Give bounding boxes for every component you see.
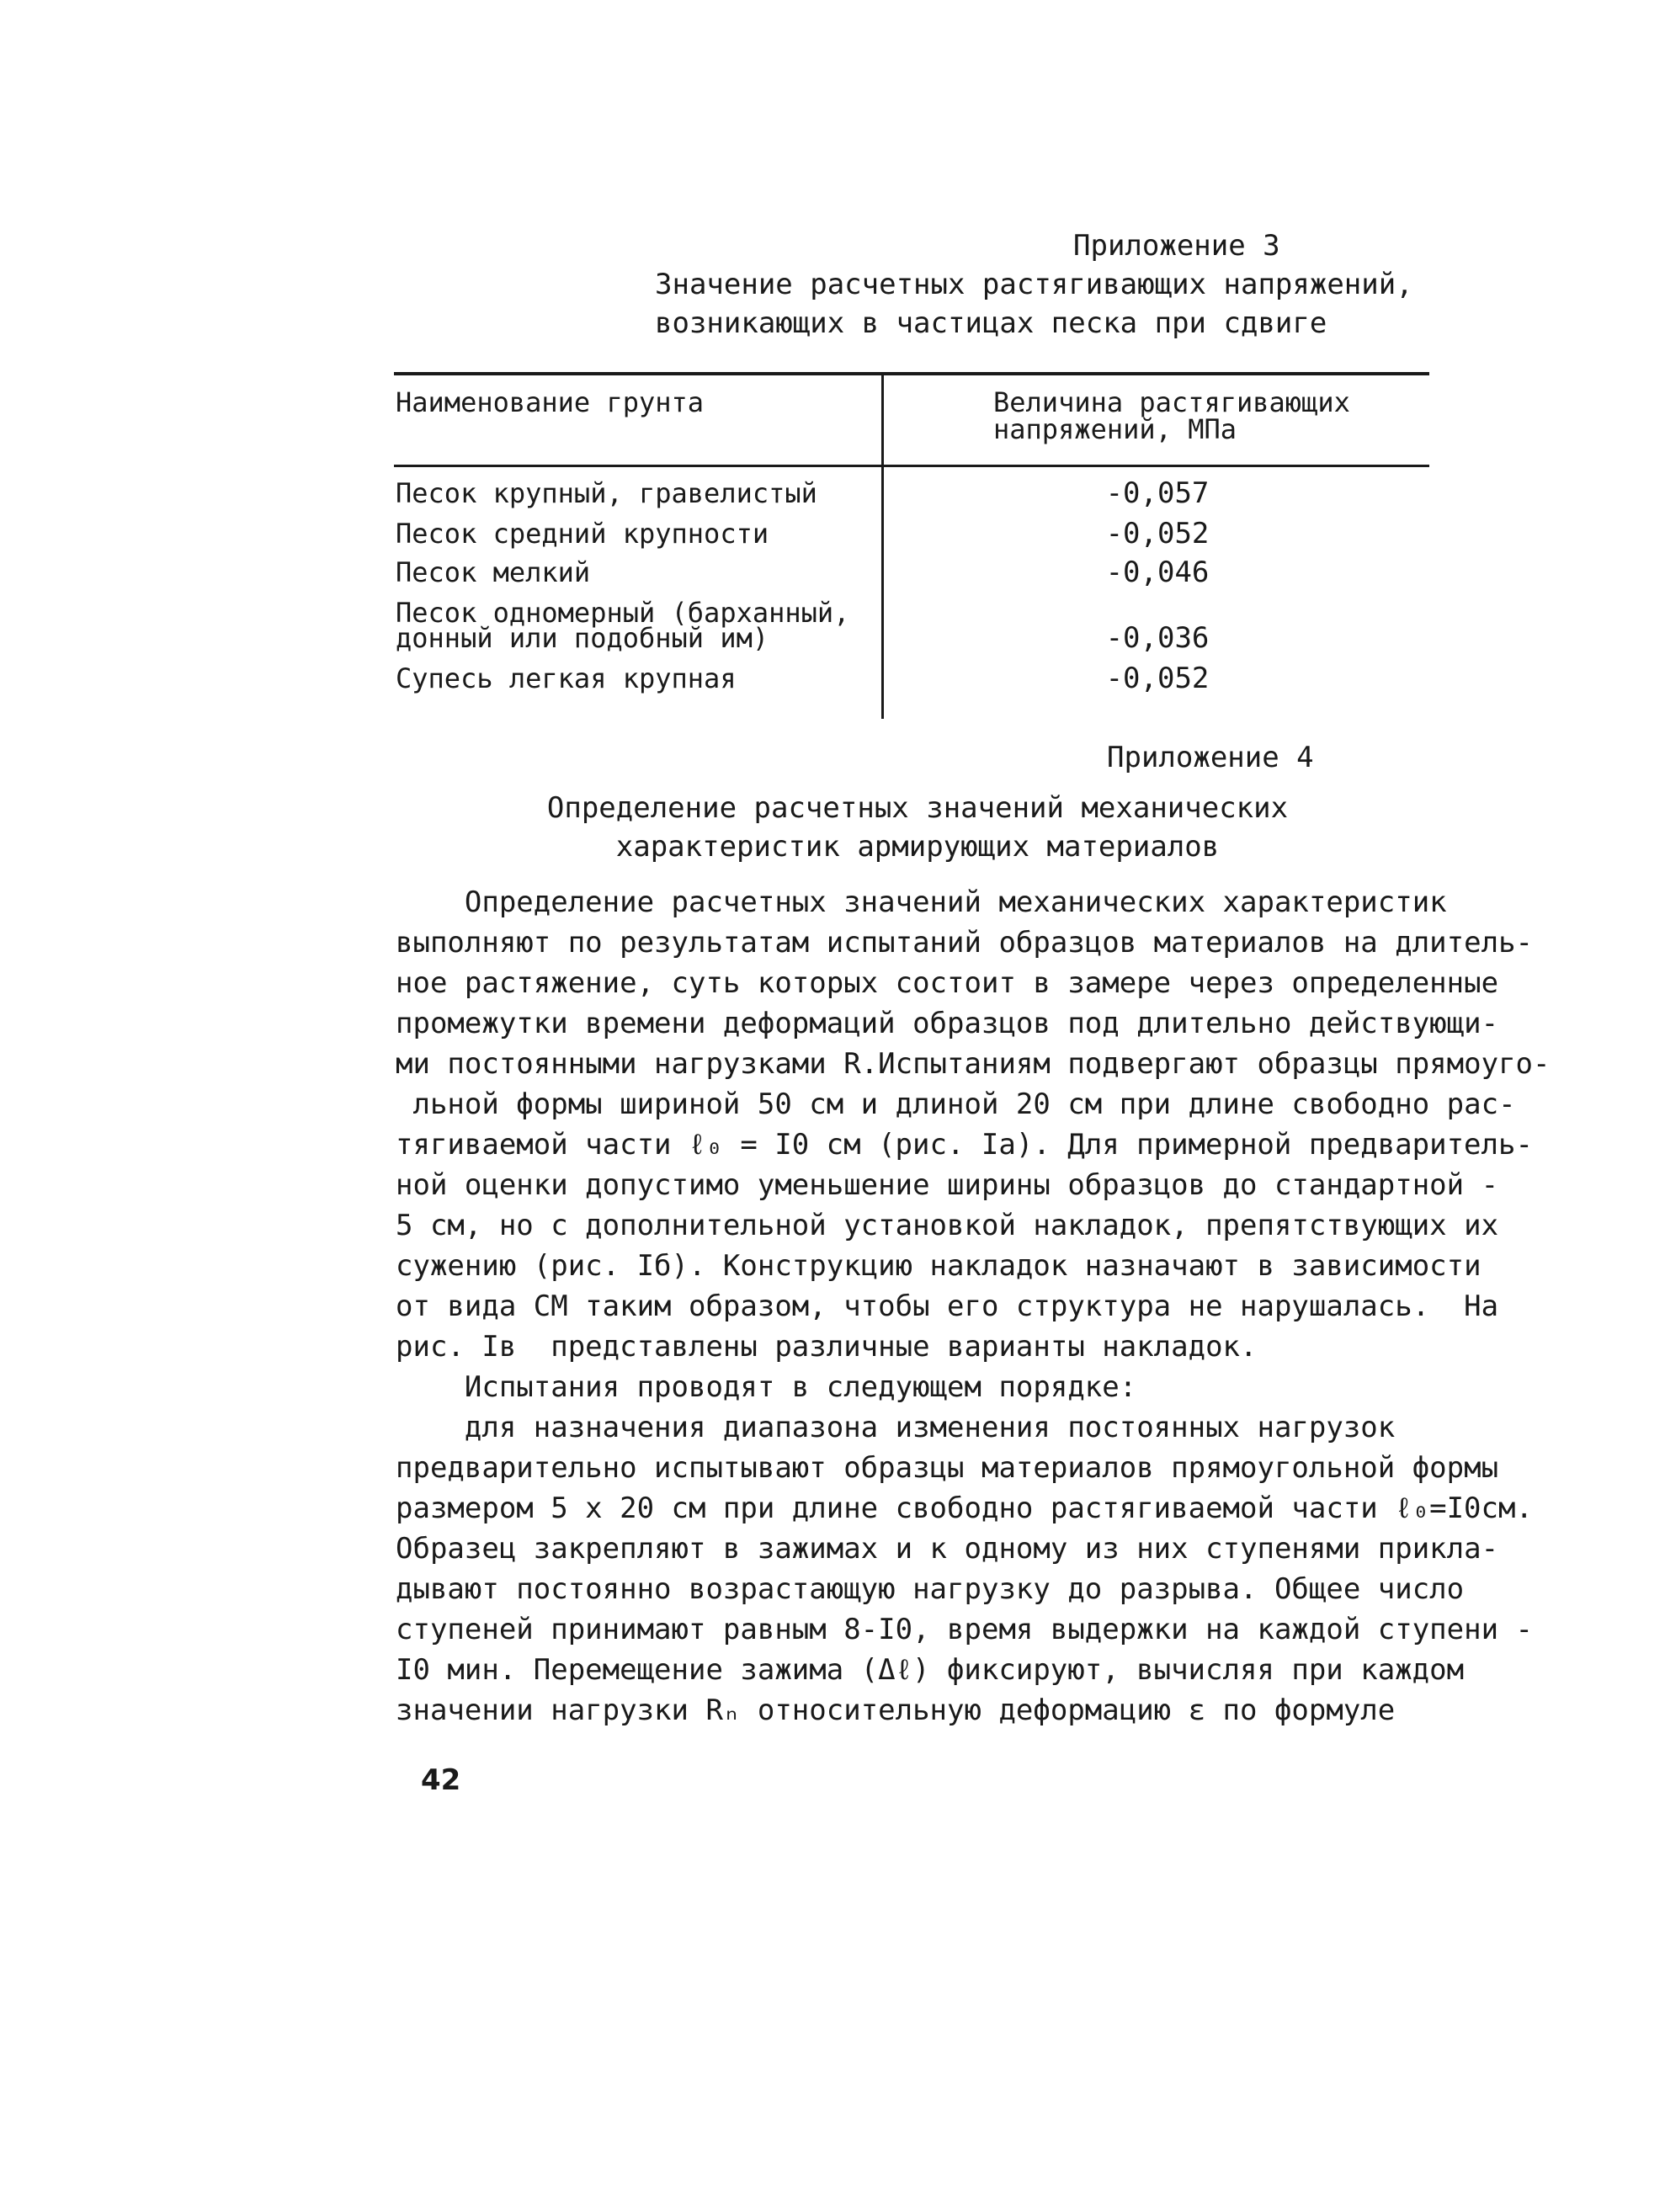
appendix3-label: Приложение 3: [1073, 229, 1280, 263]
body-line: размером 5 х 20 см при длине свободно растягиваемой части ℓ₀=I0см.: [396, 1492, 1533, 1525]
table-row-name: Песок крупный, гравелистый: [396, 477, 817, 509]
table-row-name-cont: донный или подобный им): [396, 622, 769, 654]
body-line: дывают постоянно возрастающую нагрузку до разрыва. Общее число: [396, 1572, 1465, 1606]
body-line: I0 мин. Перемещение зажима (Δℓ) фиксируют, вычисляя при каждом: [396, 1653, 1465, 1687]
table-column-divider: [881, 375, 884, 719]
table-header-rule: [394, 465, 1429, 467]
body-line: предварительно испытывают образцы материалов прямоугольной формы: [396, 1451, 1499, 1485]
appendix3-title-line2: возникающих в частицах песка при сдвиге: [655, 306, 1327, 340]
body-line: ной оценки допустимо уменьшение ширины образцов до стандартной -: [396, 1168, 1499, 1202]
table-header-value-line2: напряжений, МПа: [993, 413, 1237, 445]
table-row-value: -0,046: [1105, 556, 1210, 589]
body-line: значении нагрузки Rₙ относительную деформацию ε по формуле: [396, 1694, 1396, 1727]
appendix4-label: Приложение 4: [1107, 741, 1314, 774]
body-line: 5 см, но с дополнительной установкой накладок, препятствующих их: [396, 1209, 1499, 1242]
body-line: рис. Iв представлены различные варианты накладок.: [396, 1330, 1258, 1364]
body-line: для назначения диапазона изменения постоянных нагрузок: [396, 1411, 1396, 1444]
appendix3-title-line1: Значение расчетных растягивающих напряжений,: [655, 268, 1413, 301]
body-line: тягиваемой части ℓ₀ = I0 см (рис. Iа). Для примерной предваритель-: [396, 1128, 1533, 1162]
table-row-value: -0,036: [1105, 621, 1210, 655]
body-line: Образец закрепляют в зажимах и к одному из них ступенями прикла-: [396, 1532, 1499, 1566]
table-header-name: Наименование грунта: [396, 386, 705, 418]
body-line: промежутки времени деформаций образцов под длительно действующи-: [396, 1007, 1499, 1040]
table-row-name: Песок мелкий: [396, 556, 591, 588]
body-line: сужению (рис. Iб). Конструкцию накладок назначают в зависимости: [396, 1249, 1481, 1283]
table-row-value: -0,052: [1105, 662, 1210, 695]
appendix4-title-line1: Определение расчетных значений механических: [546, 791, 1289, 825]
table-row-name: Песок одномерный (барханный,: [396, 597, 850, 629]
body-line: ми постоянными нагрузками R.Испытаниям подвергают образцы прямоуго-: [396, 1047, 1551, 1081]
page-number: 42: [421, 1763, 461, 1797]
body-line: ступеней принимают равным 8-I0, время выдержки на каждой ступени -: [396, 1613, 1534, 1646]
body-line: от вида СМ таким образом, чтобы его структура не нарушалась. На: [396, 1289, 1499, 1323]
table-row-value: -0,052: [1105, 517, 1210, 550]
table-row-value: -0,057: [1105, 476, 1210, 510]
body-line: Испытания проводят в следующем порядке:: [396, 1370, 1137, 1404]
body-line: ное растяжение, суть которых состоит в замере через определенные: [396, 966, 1499, 1000]
table-row-name: Супесь легкая крупная: [396, 662, 737, 694]
table-row-name: Песок средний крупности: [396, 518, 769, 550]
body-line: Определение расчетных значений механических характеристик: [396, 885, 1447, 919]
appendix4-title-line2: характеристик армирующих материалов: [615, 830, 1220, 864]
table-header-value-line1: Величина растягивающих: [993, 386, 1350, 418]
body-line: льной формы шириной 50 см и длиной 20 см при длине свободно рас-: [396, 1087, 1516, 1121]
table-top-rule: [394, 372, 1429, 375]
body-line: выполняют по результатам испытаний образцов материалов на длитель-: [396, 926, 1534, 960]
